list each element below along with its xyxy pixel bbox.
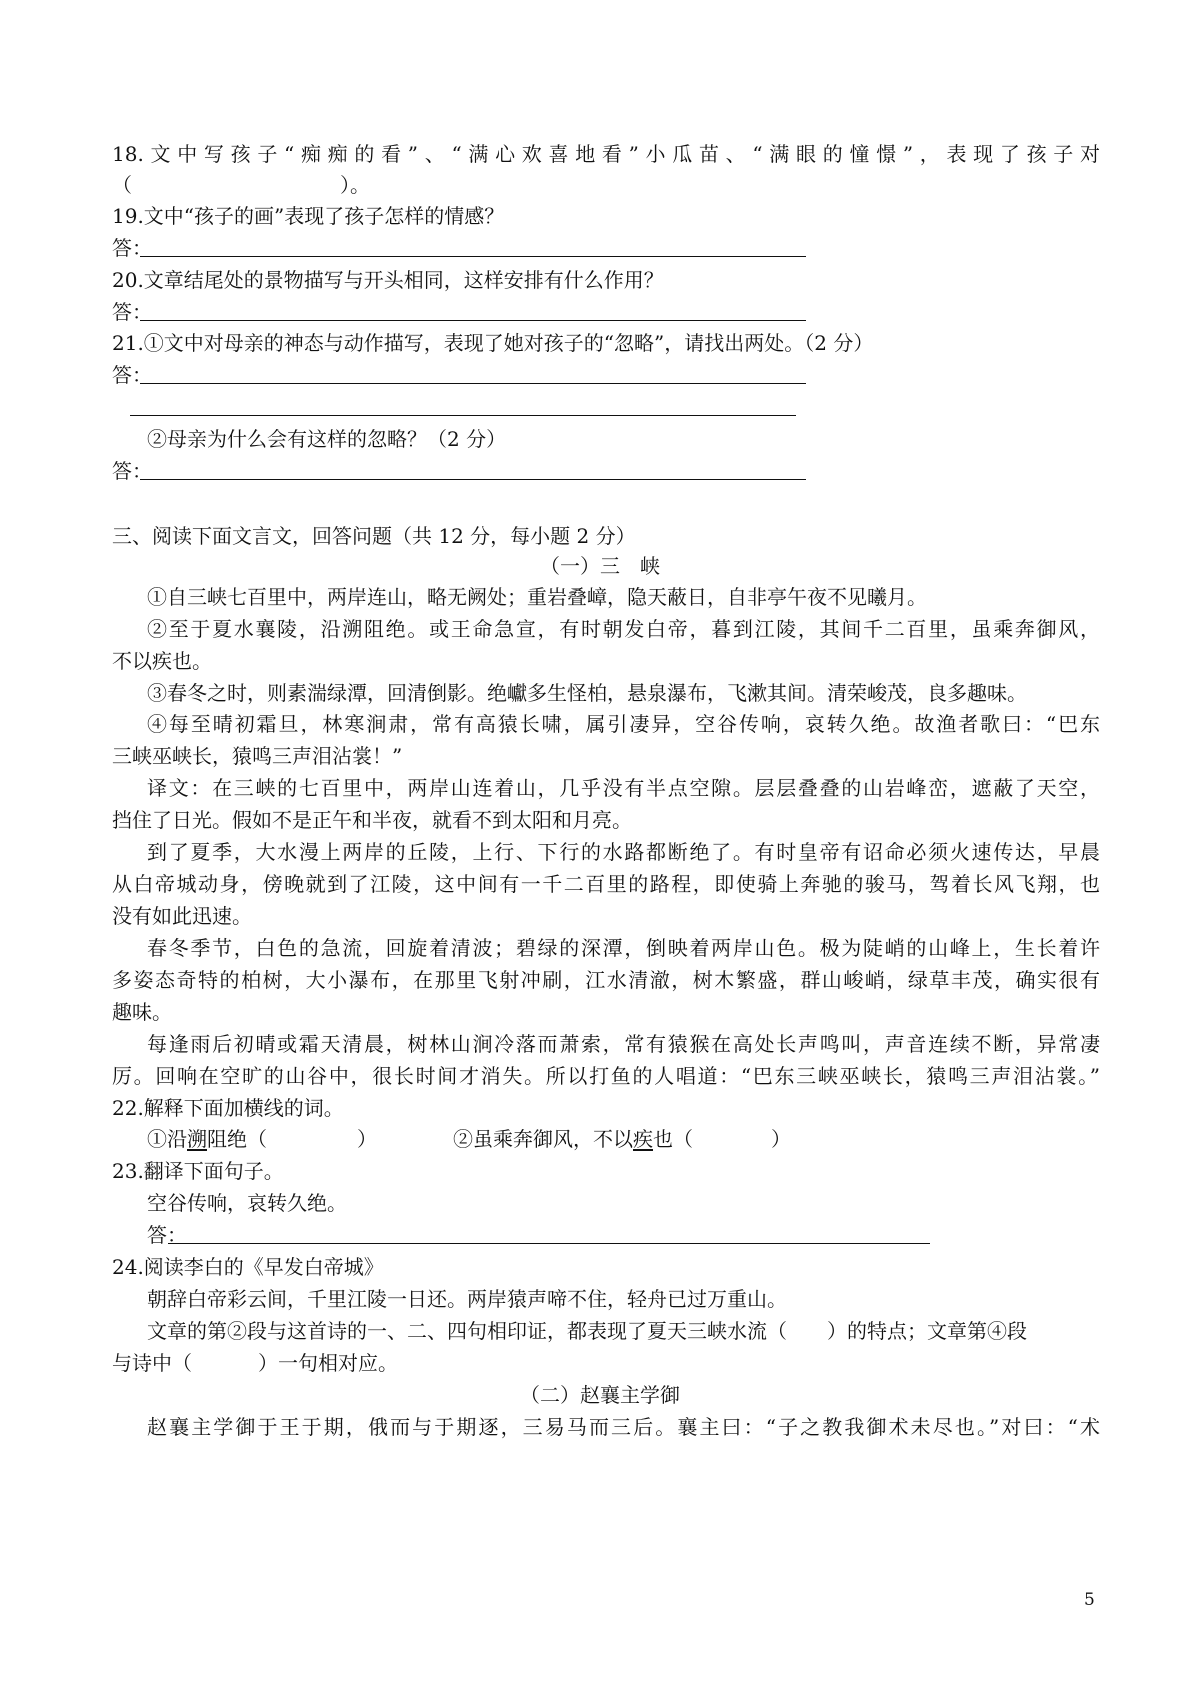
q24-line-a [147, 1316, 1027, 1346]
translation-para1-line2: 挡住了日光。假如不是正午和半夜，就看不到太阳和月亮。 [112, 808, 632, 832]
q22-b-close: ） [771, 1127, 791, 1151]
passage1-para4-line1: ④每至晴初霜旦，林寒涧肃，常有高猿长啸，属引凄异，空谷传响，哀转久绝。故渔者歌曰：“巴东 [147, 712, 1100, 736]
q22-a-underlined-word: 溯 [187, 1127, 207, 1151]
q21-question: 21.①文中对母亲的神态与动作描写，表现了她对孩子的“忽略”，请找出两处。（2 分） [112, 331, 874, 355]
translation-para2-line1: 到了夏季，大水漫上两岸的丘陵，上行、下行的水路都断绝了。有时皇帝有诏命必须火速传达，早晨 [147, 840, 1100, 864]
q18-blank-line [112, 170, 370, 200]
q22-a-prefix: ①沿 [147, 1127, 187, 1151]
q23-sentence: 空谷传响，哀转久绝。 [147, 1191, 347, 1215]
q24-question: 24.阅读李白的《早发白帝城》 [112, 1255, 384, 1279]
passage1-para2-line2: 不以疾也。 [112, 649, 212, 673]
q18-close-paren: ）。 [340, 173, 370, 197]
q20-answer-line[interactable] [140, 320, 806, 321]
q22-b-prefix: ②虽乘奔御风，不以 [453, 1127, 633, 1151]
q24-line-b [112, 1348, 398, 1378]
translation-para3-line3: 趣味。 [112, 1000, 172, 1024]
passage2-para1: 赵襄主学御于王于期，俄而与于期逐，三易马而三后。襄主曰：“子之教我御术未尽也。”对曰：“术 [147, 1415, 1100, 1439]
translation-para3-line2: 多姿态奇特的柏树，大小瀑布，在那里飞射冲刷，江水清澈，树木繁盛，群山峻峭，绿草丰茂，确实很有 [112, 968, 1100, 992]
q21-sub-question: ②母亲为什么会有这样的忽略？（2 分） [147, 427, 507, 451]
q23-answer-line[interactable] [168, 1243, 930, 1244]
q18-open-paren: （ [112, 173, 132, 197]
q24-poem: 朝辞白帝彩云间，千里江陵一日还。两岸猿声啼不住，轻舟已过万重山。 [147, 1287, 787, 1311]
q22-a-close: ） [357, 1127, 377, 1151]
q24-line-b-part2: ）一句相对应。 [258, 1351, 398, 1375]
q22-a-suffix: 阻绝（ [207, 1127, 267, 1151]
q24-line-a-part2: ）的特点；文章第④段 [827, 1319, 1027, 1343]
q21-answer-line-1[interactable] [140, 383, 806, 384]
q22-question: 22.解释下面加横线的词。 [112, 1096, 344, 1120]
passage1-para2-line1: ②至于夏水襄陵，沿溯阻绝。或王命急宣，有时朝发白帝，暮到江陵，其间千二百里，虽乘奔御风， [147, 617, 1100, 641]
q21-sub-answer-line[interactable] [140, 479, 806, 480]
passage2-title: （二）赵襄主学御 [520, 1383, 680, 1407]
translation-para2-line2: 从白帝城动身，傍晚就到了江陵，这中间有一千二百里的路程，即使骑上奔驰的骏马，驾着长风飞翔，也 [112, 872, 1100, 896]
q20-question: 20.文章结尾处的景物描写与开头相同，这样安排有什么作用？ [112, 268, 664, 292]
translation-para4-line1: 每逢雨后初晴或霜天清晨，树林山涧冷落而萧索，常有猿猴在高处长声鸣叫，声音连续不断，异常凄 [147, 1032, 1100, 1056]
translation-para1-line1: 译文：在三峡的七百里中，两岸山连着山，几乎没有半点空隙。层层叠叠的山岩峰峦，遮蔽了天空， [147, 776, 1100, 800]
translation-para2-line3: 没有如此迅速。 [112, 904, 252, 928]
q22-b-underlined-word: 疾 [633, 1127, 653, 1151]
passage1-para3: ③春冬之时，则素湍绿潭，回清倒影。绝巘多生怪柏，悬泉瀑布，飞漱其间。清荣峻茂，良多趣味。 [147, 681, 1027, 705]
passage1-para4-line2: 三峡巫峡长，猿鸣三声泪沾裳！” [112, 744, 403, 768]
q19-answer-line[interactable] [140, 256, 806, 257]
q24-line-b-part1: 与诗中（ [112, 1351, 192, 1375]
passage1-title: （一）三 峡 [540, 554, 660, 578]
translation-para3-line1: 春冬季节，白色的急流，回旋着清波；碧绿的深潭，倒映着两岸山色。极为陡峭的山峰上，生长着许 [147, 936, 1100, 960]
q23-answer-label: 答： [147, 1223, 187, 1247]
q23-question: 23.翻译下面句子。 [112, 1159, 284, 1183]
q21-sub-answer-label: 答： [112, 459, 152, 483]
q20-answer-label: 答： [112, 300, 152, 324]
q19-question: 19.文中“孩子的画”表现了孩子怎样的情感？ [112, 204, 505, 228]
translation-para4-line2: 厉。回响在空旷的山谷中，很长时间才消失。所以打鱼的人唱道：“巴东三峡巫峡长，猿鸣三声泪沾裳。” [112, 1064, 1100, 1088]
passage1-para1: ①自三峡七百里中，两岸连山，略无阙处；重岩叠嶂，隐天蔽日，自非亭午夜不见曦月。 [147, 585, 927, 609]
q24-line-a-part1: 文章的第②段与这首诗的一、二、四句相印证，都表现了夏天三峡水流（ [147, 1319, 787, 1343]
q18-question: 18.文中写孩子“痴痴的看”、“满心欢喜地看”小瓜苗、“满眼的憧憬”，表现了孩子对 [112, 142, 1100, 166]
page-number: 5 [1084, 1590, 1095, 1610]
section3-heading: 三、阅读下面文言文，回答问题（共 12 分，每小题 2 分） [112, 524, 636, 548]
q19-answer-label: 答： [112, 236, 152, 260]
q22-items [147, 1124, 791, 1154]
q21-answer-line-2[interactable] [130, 415, 796, 416]
q21-answer-label: 答： [112, 363, 152, 387]
q22-b-suffix: 也（ [653, 1127, 693, 1151]
